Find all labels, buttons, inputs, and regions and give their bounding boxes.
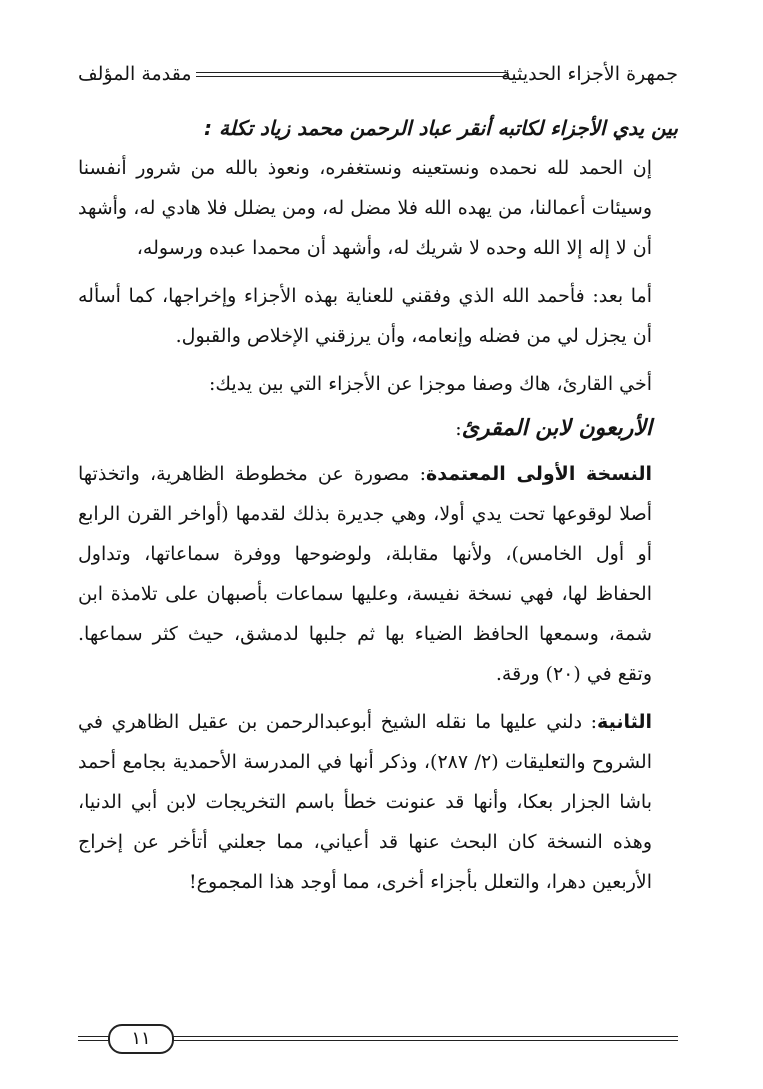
first-copy-text: : مصورة عن مخطوطة الظاهرية، واتخذتها أصلا لوقوعها تحت يدي أولا، وهي جديرة بذلك لقدمها (أواخر القرن الرابع أو أول الخامس)، ولأنها مقابلة، ولوضوحها ووفرة سماعاتها، وتداول الحفاظ لها، فهي نسخة نفيسة، وعليها سماعات بأصبهان على تلامذة ابن شمة، وسمعها الحافظ الضياء بها ثم جلبها لدمشق، حيث كثر سماعها. وتقع في (٢٠) ورقة. [78,463,652,685]
paragraph-opening: إن الحمد لله نحمده ونستعينه ونستغفره، ونعوذ بالله من شرور أنفسنا وسيئات أعمالنا، من يهده الله فلا مضل له، ومن يضلل فلا هادي له، وأشهد أن لا إله إلا الله وحده لا شريك له، وأشهد أن محمدا عبده ورسوله، [78,157,652,259]
subheading-colon: : [455,418,462,440]
first-copy-label: النسخة الأولى المعتمدة [426,463,652,485]
page-number: ١١ [108,1024,174,1054]
page-title: بين يدي الأجزاء لكاتبه أنقر عباد الرحمن محمد زياد تكلة : [204,116,678,140]
subheading [78,404,678,454]
header-rule [196,72,508,77]
paragraph-reader: أخي القارئ، هاك وصفا موجزا عن الأجزاء التي بين يديك: [209,373,652,395]
paragraph-second-copy [78,702,678,902]
book-title: جمهرة الأجزاء الحديثية [501,63,678,85]
subheading-text: الأربعون لابن المقرئ [461,416,652,441]
second-copy-label: الثانية [597,711,652,733]
paragraph-amma-bad: أما بعد: فأحمد الله الذي وفقني للعناية بهذه الأجزاء وإخراجها، كما أسأله أن يجزل لي من فضله وإنعامه، وأن يرزقني الإخلاص والقبول. [78,285,652,347]
body-text [78,108,678,902]
section-title: مقدمة المؤلف [78,63,192,85]
paragraph-first-copy [78,454,678,694]
second-copy-text: : دلني عليها ما نقله الشيخ أبوعبدالرحمن بن عقيل الظاهري في الشروح والتعليقات (٢/ ٢٨٧)، وذكر أنها في المدرسة الأحمدية بجامع أحمد باشا الجزار بعكا، وأنها قد عنونت خطأ باسم التخريجات لابن أبي الدنيا، وهذه النسخة كان البحث عنها قد أعياني، مما جعلني أتأخر عن إخراج الأربعين دهرا، والتعلل بأجزاء أخرى، مما أوجد هذا المجموع! [78,711,652,893]
running-header [78,62,678,94]
page-footer [78,1022,678,1054]
